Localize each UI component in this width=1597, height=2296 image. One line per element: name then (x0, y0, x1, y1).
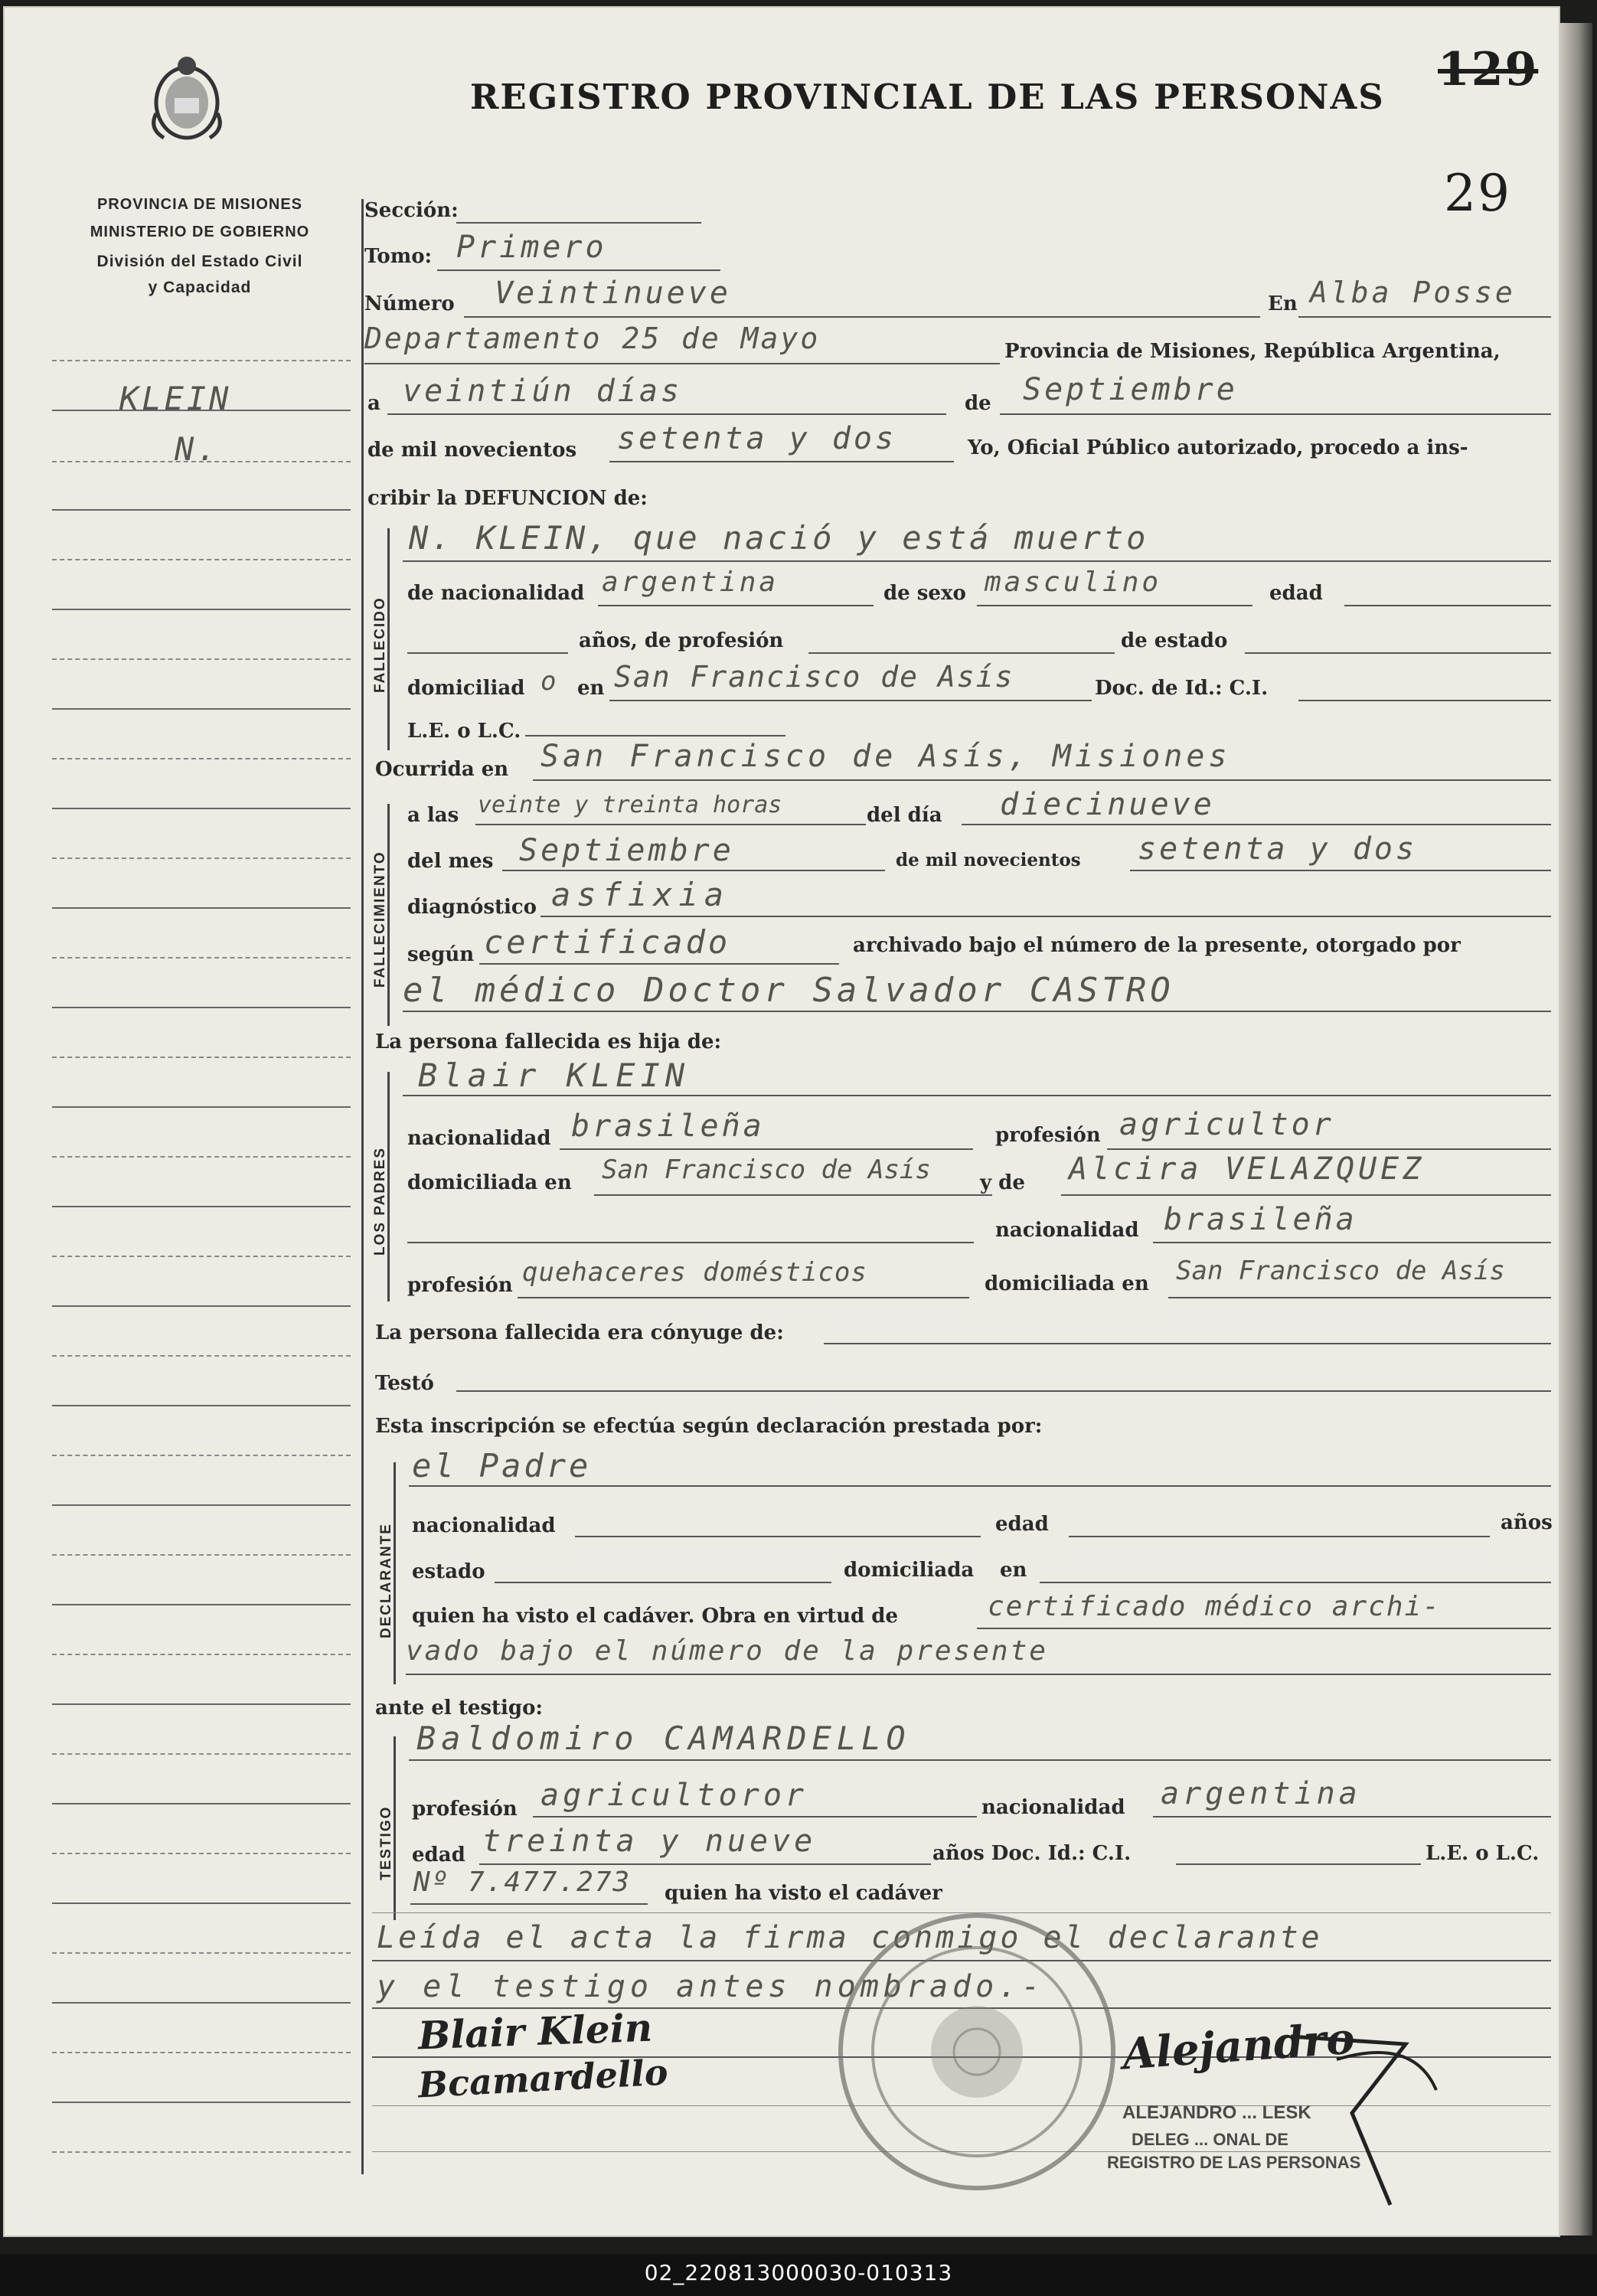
declarante-obra-value: certificado médico archi- (988, 1591, 1441, 1622)
a-label: a (367, 392, 380, 415)
page-title: REGISTRO PROVINCIAL DE LAS PERSONAS (470, 77, 1385, 117)
fallecido-nacionalidad-label: de nacionalidad (407, 582, 585, 605)
testigo-side-label: TESTIGO (378, 1805, 394, 1880)
authority-line-4: y Capacidad (148, 279, 252, 296)
oficial-text: Yo, Oficial Público autorizado, procedo a ins- (968, 436, 1468, 459)
official-stamp-line-1: ALEJANDRO ... LESK (1122, 2102, 1311, 2123)
padres-nacionalidad-label: nacionalidad (407, 1127, 551, 1150)
closing-line-1: Leída el acta la firma conmigo el declarante (377, 1920, 1323, 1955)
de-label: de (965, 392, 991, 415)
inscribir-text: cribir la DEFUNCION de: (367, 487, 648, 510)
margin-initial: N. (175, 430, 220, 468)
dias-value: veintiún días (403, 374, 683, 409)
testigo-profesion-value: agricultoror (540, 1778, 808, 1813)
authority-line-1: PROVINCIA DE MISIONES (96, 196, 303, 213)
tomo-value: Primero (456, 230, 607, 265)
fallecido-domicilio-value: San Francisco de Asís (614, 660, 1014, 694)
official-stamp-line-2: DELEG ... ONAL DE (1132, 2130, 1288, 2149)
padres-madre-nac-label: nacionalidad (995, 1219, 1139, 1242)
ocurrida-value: San Francisco de Asís, Misiones (540, 739, 1231, 774)
declarante-nacionalidad-label: nacionalidad (412, 1514, 556, 1537)
fallecimiento-de-mil-label: de mil novecientos (896, 850, 1081, 870)
padres-side-label: LOS PADRES (372, 1146, 388, 1256)
declarante-domiciliada-label: domiciliada (844, 1559, 975, 1582)
fallecido-le-label: L.E. o L.C. (407, 720, 521, 743)
padres-madre-nac-value: brasileña (1164, 1202, 1357, 1237)
declarante-obra-value-2: vado bajo el número de la presente (406, 1635, 1048, 1667)
fallecido-estado-label: de estado (1121, 629, 1228, 652)
left-margin-column (5, 8, 357, 2236)
declarante-quien-text: quien ha visto el cadáver. Obra en virtud de (412, 1605, 898, 1628)
official-stamp-line-3: REGISTRO DE LAS PERSONAS (1107, 2153, 1361, 2172)
fallecimiento-diagnostico-label: diagnóstico (407, 896, 537, 919)
signature-1: Blair Klein (417, 2004, 653, 2059)
testigo-quien-text: quien ha visto el cadáver (665, 1882, 942, 1905)
testigo-nombre-value: Baldomiro CAMARDELLO (416, 1720, 911, 1757)
fallecimiento-dia-value: diecinueve (1000, 787, 1215, 822)
testigo-nacionalidad-label: nacionalidad (981, 1796, 1125, 1819)
testigo-anios-doc-label: años Doc. Id.: C.I. (932, 1842, 1132, 1865)
tomo-label: Tomo: (364, 245, 433, 268)
register-page (5, 8, 1559, 2236)
testigo-profesion-label: profesión (412, 1798, 518, 1821)
padres-madre-value: Alcira VELAZQUEZ (1069, 1151, 1426, 1187)
declarante-anios-label: años (1501, 1511, 1553, 1534)
testigo-edad-label: edad (412, 1844, 465, 1867)
en-label: En (1268, 292, 1298, 315)
authority-line-2: MINISTERIO DE GOBIERNO (90, 224, 310, 240)
testo-label: Testó (375, 1372, 434, 1395)
declarante-side-label: DECLARANTE (378, 1523, 394, 1638)
inscripcion-text: Esta inscripción se efectúa según declaración prestada por: (375, 1415, 1043, 1438)
fallecimiento-anio-value: setenta y dos (1138, 831, 1418, 867)
padres-profesion-value: agricultor (1119, 1107, 1334, 1142)
numero-value: Veintinueve (495, 276, 731, 311)
closing-line-2: y el testigo antes nombrado.- (377, 1969, 1045, 2004)
fallecimiento-segun-label: según (407, 943, 475, 966)
fallecimiento-a-las-label: a las (407, 804, 459, 827)
en-value: Alba Posse (1310, 276, 1516, 309)
fallecimiento-segun-value: certificado (484, 923, 731, 961)
fallecido-side-label: FALLECIDO (372, 596, 388, 693)
authority-line-3: División del Estado Civil (96, 253, 303, 270)
testigo-le-label: L.E. o L.C. (1426, 1842, 1540, 1865)
fallecido-sexo-label: de sexo (883, 582, 966, 605)
mes-value: Septiembre (1023, 372, 1238, 407)
testigo-intro: ante el testigo: (375, 1697, 544, 1720)
fallecido-en-label: en (577, 677, 605, 700)
provincia-text: Provincia de Misiones, República Argentina, (1004, 340, 1501, 363)
fallecimiento-archivado-text: archivado bajo el número de la presente, otorgado por (853, 934, 1461, 957)
fallecido-sexo-value: masculino (985, 567, 1162, 598)
printed-page-number: 129 (1438, 43, 1539, 96)
fallecimiento-hora-value: veinte y treinta horas (478, 792, 782, 818)
fallecido-edad-label: edad (1269, 582, 1323, 605)
padres-madre-prof-value: quehaceres domésticos (522, 1257, 867, 1288)
signature-2: Bcamardello (416, 2051, 669, 2106)
testigo-edad-value: treinta y nueve (482, 1824, 817, 1859)
de-mil-label: de mil novecientos (367, 439, 577, 462)
testigo-nacionalidad-value: argentina (1161, 1776, 1361, 1811)
fallecido-anios-label: años, de profesión (579, 629, 784, 652)
act-number: 29 (1444, 164, 1511, 223)
seccion-label: Sección: (364, 199, 459, 222)
padres-profesion-label: profesión (995, 1124, 1101, 1147)
fallecimiento-side-label: FALLECIMIENTO (372, 851, 388, 988)
declarante-nombre-value: el Padre (412, 1447, 592, 1484)
fallecido-domiciliad-label: domiciliad (407, 677, 525, 700)
fallecido-nacionalidad-value: argentina (602, 567, 779, 598)
anio-value: setenta y dos (617, 421, 897, 456)
padres-padre-value: Blair KLEIN (418, 1057, 691, 1094)
padres-madre-dom-label: domiciliada en (985, 1272, 1149, 1295)
fallecimiento-del-mes-label: del mes (407, 850, 494, 873)
fallecido-doc-label: Doc. de Id.: C.I. (1095, 677, 1269, 700)
fallecido-domiciliad-suffix: o (540, 666, 560, 697)
fallecimiento-diagnostico-value: asfixia (551, 876, 730, 913)
fallecido-nombre-value: N. KLEIN, que nació y está muerto (409, 519, 1149, 557)
fallecimiento-medico-value: el médico Doctor Salvador CASTRO (403, 971, 1174, 1010)
padres-madre-dom-value: San Francisco de Asís (1176, 1256, 1505, 1286)
padres-nacionalidad-value: brasileña (571, 1109, 765, 1144)
padres-domicilio-value: San Francisco de Asís (602, 1155, 931, 1185)
declarante-edad-label: edad (995, 1513, 1049, 1536)
departamento-value: Departamento 25 de Mayo (364, 322, 821, 355)
fallecimiento-del-dia-label: del día (867, 804, 942, 827)
conyuge-label: La persona fallecida era cónyuge de: (375, 1321, 784, 1344)
padres-domiciliada-label: domiciliada en (407, 1171, 572, 1194)
declarante-estado-label: estado (412, 1560, 485, 1583)
book-page-edge (1559, 23, 1592, 2236)
hija-label: La persona fallecida es hija de: (375, 1030, 722, 1053)
padres-y-de-label: y de (980, 1171, 1025, 1194)
testigo-doc-value: Nº 7.477.273 (413, 1867, 632, 1898)
official-seal-stamp (831, 1906, 1122, 2197)
ocurrida-label: Ocurrida en (375, 758, 509, 781)
numero-label: Número (364, 292, 455, 315)
footer-caption: 02_220813000030-010313 (644, 2260, 953, 2285)
margin-surname: KLEIN (119, 380, 232, 417)
official-signature: Alejandro (1121, 2013, 1357, 2080)
fallecimiento-mes-value: Septiembre (519, 833, 734, 868)
padres-madre-prof-label: profesión (407, 1274, 513, 1297)
declarante-en-label: en (1000, 1559, 1027, 1582)
column-divider (361, 199, 364, 2174)
